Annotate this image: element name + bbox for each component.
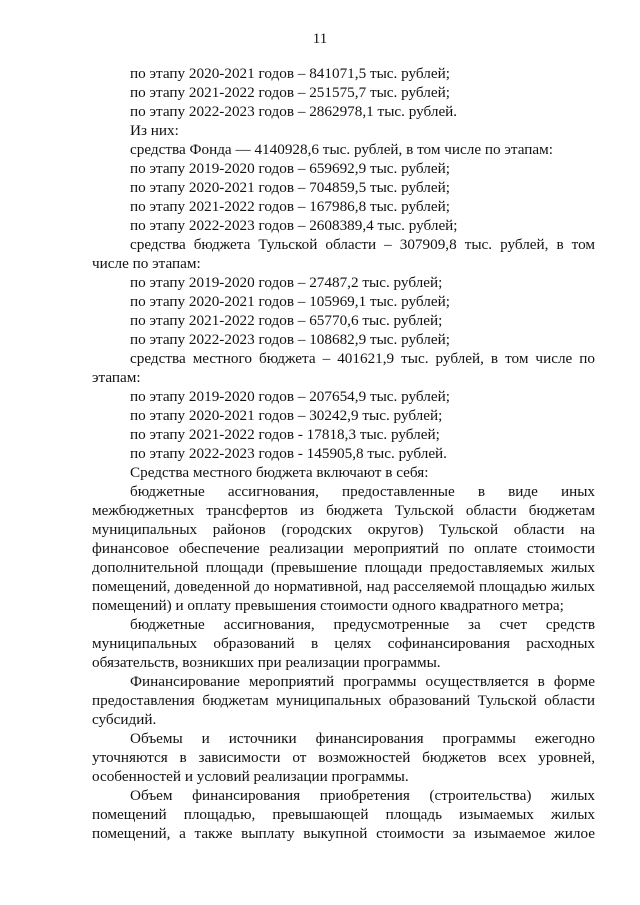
text-line: средства местного бюджета – 401621,9 тыс. рублей, в том числе по <box>130 350 595 367</box>
text-line: особенностей и условий реализации программы. <box>92 768 409 785</box>
text-line: по этапу 2021-2022 годов - 17818,3 тыс. рублей; <box>130 426 440 443</box>
text-line: числе по этапам: <box>92 255 201 272</box>
text-line: помещений, доведенной до нормативной, над расселяемой площадью жилых <box>92 578 595 595</box>
text-line: по этапу 2020-2021 годов – 105969,1 тыс. рублей; <box>130 293 450 310</box>
text-line: предоставления бюджетам муниципальных образований Тульской области <box>92 692 595 709</box>
text-line: по этапу 2022-2023 годов - 145905,8 тыс. рублей. <box>130 445 447 462</box>
text-line: по этапу 2019-2020 годов – 207654,9 тыс. рублей; <box>130 388 450 405</box>
text-line: бюджетные ассигнования, предусмотренные за счет средств <box>130 616 595 633</box>
text-line: межбюджетных трансфертов из бюджета Тульской области бюджетам <box>92 502 595 519</box>
text-line: помещений, а также выплату выкупной стоимости за изымаемое жилое <box>92 825 595 842</box>
text-line: по этапу 2020-2021 годов – 841071,5 тыс. рублей; <box>130 65 450 82</box>
text-line: по этапу 2020-2021 годов – 704859,5 тыс. рублей; <box>130 179 450 196</box>
text-line: бюджетные ассигнования, предоставленные в виде иных <box>130 483 595 500</box>
text-line: по этапу 2021-2022 годов – 167986,8 тыс. рублей; <box>130 198 450 215</box>
text-line: по этапу 2019-2020 годов – 27487,2 тыс. рублей; <box>130 274 443 291</box>
text-line: этапам: <box>92 369 141 386</box>
text-line: обязательств, возникших при реализации программы. <box>92 654 441 671</box>
text-line: по этапу 2021-2022 годов – 251575,7 тыс. рублей; <box>130 84 450 101</box>
text-line: по этапу 2022-2023 годов – 2862978,1 тыс. рублей. <box>130 103 458 120</box>
text-line: по этапу 2021-2022 годов – 65770,6 тыс. рублей; <box>130 312 443 329</box>
text-line: Финансирование мероприятий программы осуществляется в форме <box>130 673 595 690</box>
page-number: 11 <box>312 31 328 47</box>
text-line: по этапу 2022-2023 годов – 2608389,4 тыс. рублей; <box>130 217 458 234</box>
text-line: муниципальных образований в целях софинансирования расходных <box>92 635 595 652</box>
text-line: помещений) и оплату превышения стоимости одного квадратного метра; <box>92 597 564 614</box>
text-line: субсидий. <box>92 711 157 728</box>
text-line: Объемы и источники финансирования программы ежегодно <box>130 730 595 747</box>
text-line: по этапу 2020-2021 годов – 30242,9 тыс. рублей; <box>130 407 443 424</box>
text-line: по этапу 2022-2023 годов – 108682,9 тыс. рублей; <box>130 331 450 348</box>
text-line: дополнительной площади (превышение площади предоставляемых жилых <box>92 559 595 576</box>
text-line: Объем финансирования приобретения (строительства) жилых <box>130 787 595 804</box>
text-line: помещений площадью, превышающей площадь изымаемых жилых <box>92 806 595 823</box>
text-line: средства Фонда — 4140928,6 тыс. рублей, в том числе по этапам: <box>130 141 553 158</box>
text-line: Из них: <box>130 122 179 139</box>
text-line: финансовое обеспечение реализации мероприятий по оплате стоимости <box>92 540 595 557</box>
text-line: средства бюджета Тульской области – 307909,8 тыс. рублей, в том <box>130 236 595 253</box>
text-line: Средства местного бюджета включают в себя: <box>130 464 429 481</box>
text-line: муниципальных районов (городских округов) Тульской области на <box>92 521 595 538</box>
text-line: по этапу 2019-2020 годов – 659692,9 тыс. рублей; <box>130 160 450 177</box>
text-line: уточняются в зависимости от возможностей бюджетов всех уровней, <box>92 749 595 766</box>
